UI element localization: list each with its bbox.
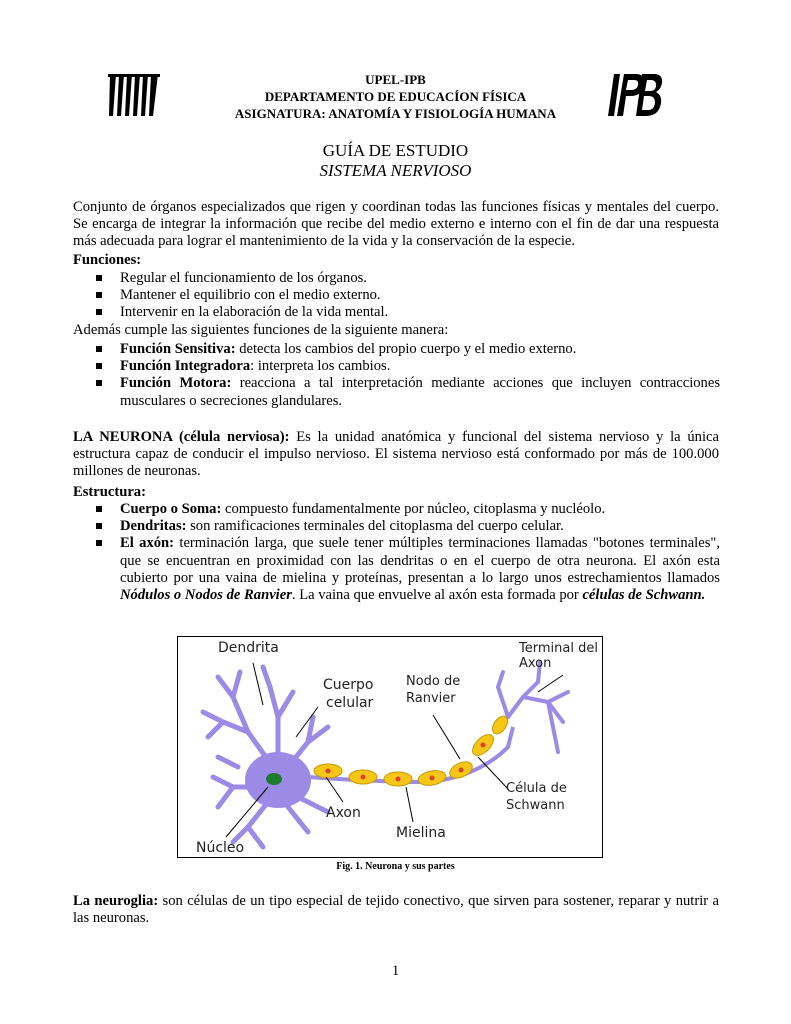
header-institution: UPEL-IPB — [365, 72, 426, 87]
header-subject: ASIGNATURA: ANATOMÍA Y FISIOLOGÍA HUMANA — [234, 106, 557, 121]
list-item: Intervenir en la elaboración de la vida mental. — [96, 304, 720, 321]
term: Función Integradora — [120, 358, 251, 375]
emphasis-schwann: células de Schwann. — [582, 587, 706, 604]
desc: compuesto fundamentalmente por núcleo, citoplasma y nucléolo. — [221, 501, 606, 517]
label-celula-2: Schwann — [506, 798, 565, 813]
neuron-diagram — [178, 637, 602, 857]
list-item — [96, 375, 720, 409]
ademas-text: Además cumple las siguientes funciones de la siguiente manera: — [73, 322, 449, 338]
term: Cuerpo o Soma: — [120, 501, 222, 517]
nucleus-shape — [266, 773, 282, 785]
desc: : interpreta los cambios. — [250, 358, 391, 375]
neuroglia-paragraph — [73, 893, 719, 927]
neuroglia-term: La neuroglia: — [73, 893, 159, 909]
label-cuerpo-2: celular — [326, 695, 374, 711]
list-item — [96, 535, 720, 604]
doc-subtitle: SISTEMA NERVIOSO — [319, 161, 472, 180]
estructura-heading: Estructura: — [73, 484, 146, 500]
desc: reacciona a tal interpretación mediante acciones que incluyen contracciones musculares o secreciones glandulares. — [120, 375, 720, 409]
neurona-paragraph — [73, 429, 719, 481]
neurona-term: LA NEURONA (célula nerviosa): — [73, 429, 290, 445]
label-dendrita: Dendrita — [218, 640, 279, 656]
desc: detecta los cambios del propio cuerpo y el medio externo. — [235, 341, 577, 357]
emphasis-ranvier: Nódulos o Nodos de Ranvier — [120, 587, 292, 604]
header-department: DEPARTAMENTO DE EDUCACÍON FÍSICA — [264, 89, 527, 104]
list-item: Regular el funcionamiento de los órganos. — [96, 270, 720, 287]
intro-paragraph: Conjunto de órganos especializados que rigen y coordinan todas las funciones físicas y mentales del cuerpo. Se encarga de integrar la información que recibe del medio externo e interno con el fin de dar una respuesta más adecuada para lograr el mantenimiento de la vida y la conservación de la especie. — [73, 199, 719, 250]
term: Función Motora: — [120, 375, 232, 392]
list-item — [96, 518, 720, 535]
label-nodo-1: Nodo de — [406, 674, 461, 689]
label-nodo-2: Ranvier — [406, 691, 456, 706]
doc-title: GUÍA DE ESTUDIO — [322, 141, 469, 160]
estructura-list — [96, 501, 720, 604]
label-mielina: Mielina — [396, 825, 446, 841]
neuroglia-text: son células de un tipo especial de tejido conectivo, que sirven para sostener, reparar y nutrir a las neuronas. — [73, 893, 719, 927]
funciones-heading: Funciones: — [73, 252, 142, 268]
neurona-text: Es la unidad anatómica y funcional del sistema nervioso y la única estructura capaz de conducir el impulso nervioso. El sistema nervioso está conformado por más de 100.000 millones de neuronas. — [73, 429, 719, 480]
term: Dendritas: — [120, 518, 187, 535]
funciones-list — [96, 270, 720, 322]
neuron-figure — [177, 636, 603, 858]
desc: son ramificaciones terminales del citoplasma del cuerpo celular. — [186, 518, 564, 535]
label-nucleo: Núcleo — [196, 840, 245, 856]
list-item — [96, 358, 720, 375]
label-terminal-1: Terminal del — [519, 641, 598, 656]
label-cuerpo-1: Cuerpo — [323, 677, 374, 693]
list-item: Mantener el equilibrio con el medio externo. — [96, 287, 720, 304]
list-item — [96, 501, 720, 518]
list-item — [96, 341, 720, 358]
desc: terminación larga, que suele tener múltiples terminaciones llamadas "botones terminales", que se encuentran en proximidad con las dendritas o en el cuerpo de otra neurona. El axón esta cubierto por una vaina de mielina y proteínas, presentan a lo largo unos estrechamientos llamados — [120, 535, 720, 586]
term: El axón: — [120, 535, 175, 552]
desc: . La vaina que envuelve al axón esta formada por — [291, 587, 583, 604]
page-number: 1 — [391, 963, 400, 979]
label-terminal-2: Axon — [519, 656, 552, 671]
label-celula-1: Célula de — [506, 781, 567, 796]
figure-caption: Fig. 1. Neurona y sus partes — [336, 861, 455, 872]
term: Función Sensitiva: — [120, 341, 236, 357]
ademas-list — [96, 341, 720, 410]
label-axon: Axon — [326, 805, 361, 821]
